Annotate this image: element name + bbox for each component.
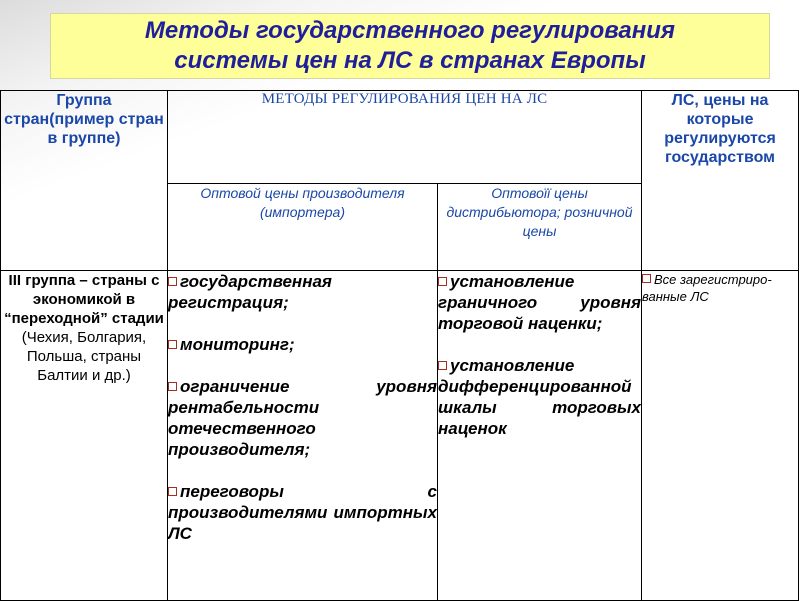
list-item: Все зарегистриро-ванные ЛС bbox=[642, 272, 772, 304]
regulated-drugs-cell bbox=[642, 271, 799, 601]
list-item: переговоры с производителями импортных ЛС bbox=[168, 482, 437, 543]
list-item: мониторинг; bbox=[168, 334, 437, 355]
checkbox-bullet-icon bbox=[438, 277, 447, 286]
checkbox-bullet-icon bbox=[168, 382, 177, 391]
wholesale-methods bbox=[168, 271, 438, 601]
subheader-wholesale-price: Оптовой цены производителя (импортера) bbox=[168, 184, 438, 271]
header-methods: МЕТОДЫ РЕГУЛИРОВАНИЯ ЦЕН НА ЛС bbox=[168, 91, 642, 184]
list-item: ограничение уровня рентабельности отечественного производителя; bbox=[168, 377, 437, 459]
title-line-2: системы цен на ЛС в странах Европы bbox=[174, 47, 646, 74]
list-item: установление граничного уровня торговой наценки; bbox=[438, 272, 642, 333]
list-item: установление дифференцированной шкалы торговых наценок bbox=[438, 356, 642, 438]
group-cell bbox=[1, 271, 168, 601]
list-item: государственная регистрация; bbox=[168, 272, 332, 312]
group-name: III группа – страны с экономикой в “переходной” стадии bbox=[4, 272, 164, 327]
title-line-1: Методы государственного регулирования bbox=[144, 17, 676, 44]
checkbox-bullet-icon bbox=[168, 487, 177, 496]
distributor-methods bbox=[438, 271, 642, 601]
slide-title bbox=[50, 13, 770, 79]
checkbox-bullet-icon bbox=[438, 361, 447, 370]
checkbox-bullet-icon bbox=[168, 340, 177, 349]
checkbox-bullet-icon bbox=[642, 274, 651, 283]
subheader-distributor-price: Оптовоїї цены дистрибьютора; розничной цены bbox=[438, 184, 642, 271]
regulation-table bbox=[0, 90, 799, 601]
header-regulated-drugs: ЛС, цены на которые регулируются государством bbox=[642, 91, 799, 271]
group-examples: (Чехия, Болгария, Польша, страны Балтии и др.) bbox=[21, 329, 147, 384]
checkbox-bullet-icon bbox=[168, 277, 177, 286]
header-group-col: Группа стран(пример стран в группе) bbox=[1, 91, 168, 271]
